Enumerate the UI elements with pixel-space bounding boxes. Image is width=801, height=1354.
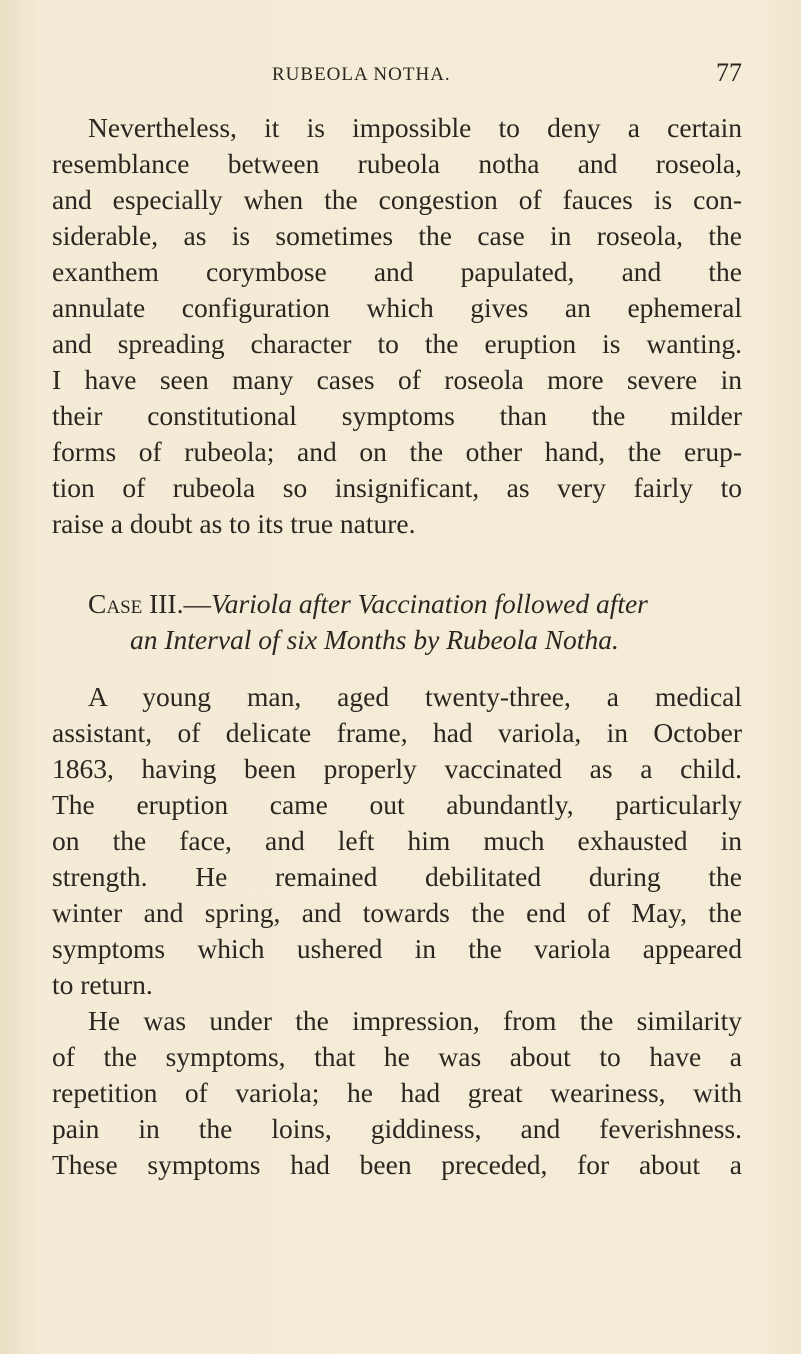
text-line: Nevertheless, it is impossible to deny a certain (88, 112, 742, 143)
text-line: and spreading character to the eruption is wanting. (52, 328, 742, 359)
text-line: on the face, and left him much exhausted in (52, 825, 742, 856)
case-heading-line-2: an Interval of six Months by Rubeola Notha. (130, 624, 619, 655)
text-line: symptoms which ushered in the variola appeared (52, 933, 742, 964)
text-line: strength. He remained debilitated during the (52, 861, 742, 892)
text-line: of the symptoms, that he was about to have a (52, 1041, 742, 1072)
text-line: A young man, aged twenty-three, a medical (88, 681, 742, 712)
case-title-part-1: Variola after Vaccination followed after (210, 588, 648, 619)
text-line: 1863, having been properly vaccinated as a child. (52, 753, 742, 784)
running-head: RUBEOLA NOTHA. (272, 64, 451, 85)
text-line: annulate configuration which gives an ephemeral (52, 292, 742, 323)
text-line: forms of rubeola; and on the other hand, the erup- (52, 436, 742, 467)
text-line: assistant, of delicate frame, had variola, in October (52, 717, 742, 748)
text-line: tion of rubeola so insignificant, as very fairly to (52, 472, 742, 503)
text-line: The eruption came out abundantly, particularly (52, 789, 742, 820)
text-line: pain in the loins, giddiness, and feverishness. (52, 1113, 742, 1144)
text-line: winter and spring, and towards the end of May, the (52, 897, 742, 928)
text-line: resemblance between rubeola notha and roseola, (52, 148, 742, 179)
text-line: These symptoms had been preceded, for about a (52, 1149, 742, 1180)
text-line: siderable, as is sometimes the case in roseola, the (52, 220, 742, 251)
text-line: to return. (52, 969, 153, 1000)
page-number: 77 (716, 58, 742, 87)
case-heading-line-1 (88, 584, 742, 624)
text-line: repetition of variola; he had great weariness, with (52, 1077, 742, 1108)
text-line: and especially when the congestion of fauces is con- (52, 184, 742, 215)
text-line: He was under the impression, from the similarity (88, 1005, 742, 1036)
text-line: exanthem corymbose and papulated, and the (52, 256, 742, 287)
text-line: I have seen many cases of roseola more severe in (52, 364, 742, 395)
text-line: their constitutional symptoms than the milder (52, 400, 742, 431)
text-line: raise a doubt as to its true nature. (52, 508, 416, 539)
page-header (272, 58, 742, 98)
case-label: Case III.— (88, 588, 211, 619)
